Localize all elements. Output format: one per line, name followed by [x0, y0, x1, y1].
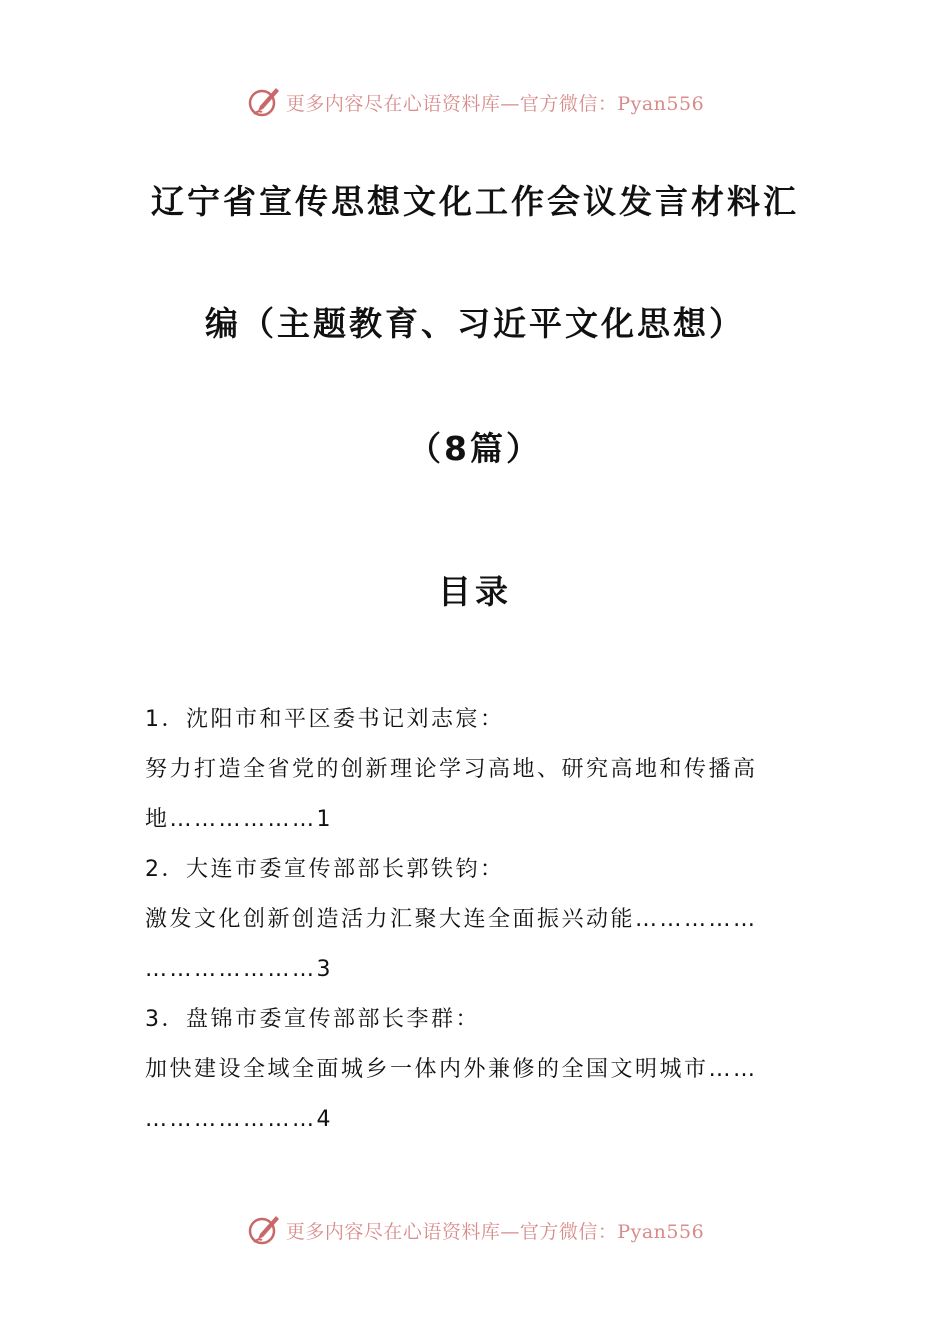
- toc-entry-1-author: 1．沈阳市和平区委书记刘志宸：: [145, 707, 505, 732]
- quill-logo-icon: [246, 1212, 282, 1248]
- toc-entry-1-page: 地………………1: [145, 807, 333, 832]
- header-watermark: [0, 82, 950, 122]
- toc-entry-2-page: …………………3: [145, 957, 333, 982]
- toc-entry-3-author: 3．盘锦市委宣传部部长李群：: [145, 1007, 480, 1032]
- toc-heading: 目录: [438, 572, 512, 611]
- footer-watermark: [0, 1210, 950, 1250]
- watermark-text: 更多内容尽在心语资料库—官方微信：Pyan556: [285, 92, 705, 115]
- watermark-text: 更多内容尽在心语资料库—官方微信：Pyan556: [285, 1220, 705, 1243]
- quill-logo-icon: [246, 84, 282, 120]
- toc-entry-3-page: …………………4: [145, 1107, 333, 1132]
- toc-entry-3-title: 加快建设全域全面城乡一体内外兼修的全国文明城市……: [145, 1057, 758, 1082]
- toc-entry-1-title: 努力打造全省党的创新理论学习高地、研究高地和传播高: [145, 757, 758, 782]
- toc-entry-2-author: 2．大连市委宣传部部长郭铁钧：: [145, 857, 505, 882]
- toc-entry-2-title: 激发文化创新创造活力汇聚大连全面振兴动能……………: [145, 907, 758, 932]
- document-title-line-3: （8篇）: [408, 429, 542, 468]
- document-title-line-2: 编（主题教育、习近平文化思想）: [205, 304, 745, 343]
- document-title-line-1: 辽宁省宣传思想文化工作会议发言材料汇: [151, 182, 799, 221]
